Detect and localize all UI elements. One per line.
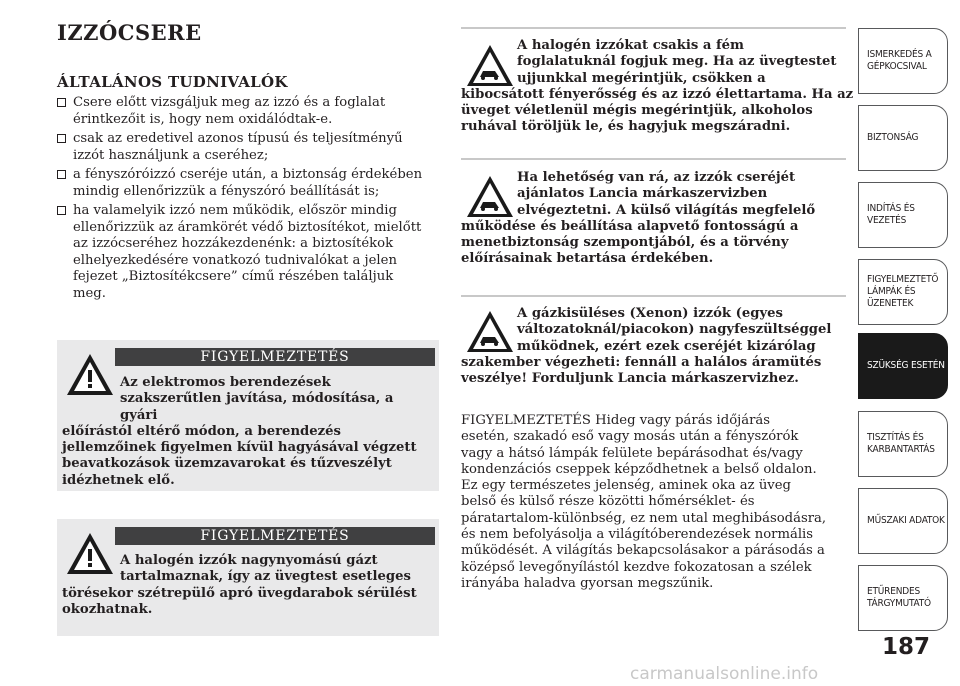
chapter-tab-label	[867, 515, 945, 527]
checkbox-bullet-icon	[57, 98, 66, 107]
note-line: FIGYELMEZTETÉS Hideg vagy párás időjárás	[461, 413, 771, 428]
bullet-line: ellenőrizzük az áramkörét védő biztosítékot, mielőtt	[73, 219, 422, 235]
warning-line: beavatkozások üzemzavarokat és tűzveszélyt	[62, 456, 392, 472]
bullet-line: izzót használjunk a cseréhez;	[73, 147, 269, 163]
tab-label-line: INDÍTÁS ÉS	[867, 203, 915, 214]
bullet-line: elhelyezkedésére vonatkozó tudnivalókat a jelen	[73, 252, 397, 268]
note-line: irányába haladva gyorsan megszűnik.	[461, 575, 714, 591]
chapter-tab[interactable]	[858, 411, 948, 477]
warning-line: Az elektromos berendezések	[120, 375, 331, 390]
note-lancia-service	[461, 158, 846, 280]
note-line: esetén, szakadó eső vagy mosás után a fényszórók	[461, 429, 799, 445]
tab-label-line: SZÜKSÉG ESETÉN	[867, 360, 945, 371]
note-line: kondenzációs cseppek képződhetnek a belső oldalon.	[461, 461, 817, 477]
tab-label-line: TISZTÍTÁS ÉS	[867, 432, 924, 443]
tab-label-line: ISMERKEDÉS A	[867, 49, 932, 60]
tab-label-line: ÜZENETEK	[867, 298, 914, 309]
bullet-line: mindig ellenőrizzük a fényszóró beállítását is;	[73, 183, 380, 199]
note-line: ajánlatos Lancia márkaszervizben	[517, 186, 768, 202]
note-line: szakember végezheti: fennáll a halálos áramütés	[461, 354, 822, 370]
chapter-tab-label	[867, 132, 918, 144]
tab-label-line: GÉPKOCSIVAL	[867, 61, 927, 72]
chapter-tab[interactable]	[858, 182, 948, 248]
tab-label-line: KARBANTARTÁS	[867, 444, 935, 455]
note-line: belső és külső része közötti hőmérséklet- és	[461, 494, 755, 510]
page-number: 187	[882, 634, 931, 660]
chapter-tab-label	[867, 432, 935, 456]
note-halogen-handling	[461, 27, 854, 149]
warning-text	[62, 375, 431, 489]
bullet-line: ha valamelyik izzó nem működik, először mindig	[73, 203, 397, 218]
chapter-tab-label	[867, 274, 938, 310]
bullet-line: érintkezőit is, hogy nem oxidálódtak-e.	[73, 111, 333, 127]
note-line: A gázkisüléses (Xenon) izzók (egyes	[517, 306, 783, 321]
chapter-tab-label	[867, 360, 945, 372]
tab-label-line: LÁMPÁK ÉS	[867, 286, 916, 297]
checkbox-bullet-icon	[57, 134, 66, 143]
note-line: foglalatuknál fogjuk meg. Ha az üvegtestet	[517, 54, 837, 70]
checkbox-bullet-icon	[57, 206, 66, 215]
bullet-line: csak az eredetivel azonos típusú és teljesítményű	[73, 131, 403, 146]
bullet-line: a fényszóróizzó cseréje után, a biztonság érdekében	[73, 167, 423, 182]
chapter-tab-label	[867, 203, 915, 227]
warning-line: előírástól eltérő módon, a berendezés	[62, 423, 341, 439]
chapter-tab[interactable]	[858, 28, 948, 94]
warning-box-halogen	[57, 519, 439, 636]
note-line: középső levegőnyílástól kezdve fokozatosan a szélek	[461, 559, 812, 575]
warning-line: törésekor szétrepülő apró üvegdarabok sérülést	[62, 585, 417, 601]
note-line: ujjunkkal megérintjük, csökken a	[517, 70, 766, 86]
bullet-line: meg.	[73, 285, 106, 301]
note-line: működését. A világítás bekapcsolásakor a párásodás a	[461, 543, 825, 559]
note-line: páratartalom-különbség, ez nem utal meghibásodásra,	[461, 510, 827, 526]
chapter-tab[interactable]	[858, 333, 948, 399]
section-subtitle: ÁLTALÁNOS TUDNIVALÓK	[57, 73, 288, 91]
tab-label-line: TÁRGYMUTATÓ	[867, 598, 931, 609]
note-line: A halogén izzókat csakis a fém	[517, 38, 745, 53]
chapter-tab[interactable]	[858, 565, 948, 631]
note-line: kibocsátott fényerősség és az izzó élettartama. Ha az	[461, 86, 854, 102]
bullet-line: fejezet „Biztosítékcsere” című részében találjuk	[73, 269, 394, 284]
bullet-line: az izzócseréhez hozzákezdenénk: a biztosítékok	[73, 236, 394, 251]
chapter-tab[interactable]	[858, 488, 948, 554]
watermark: carmanualsonline.info	[630, 664, 819, 684]
left-column	[57, 20, 439, 305]
bullet-line: Csere előtt vizsgáljuk meg az izzó és a foglalat	[73, 95, 386, 110]
tab-label-line: ETŰRENDES	[867, 586, 920, 597]
bullet-list	[57, 95, 439, 302]
bullet-item	[57, 167, 439, 200]
checkbox-bullet-icon	[57, 170, 66, 179]
note-line: Ha lehetőség van rá, az izzók cseréjét	[517, 170, 796, 185]
bullet-item	[57, 203, 439, 302]
note-line: üveget véletlenül mégis megérintjük, alkoholos	[461, 103, 813, 119]
bullet-item	[57, 95, 439, 128]
note-line: változatoknál/piacokon) nagyfeszültséggel	[517, 322, 832, 338]
tab-label-line: MŰSZAKI ADATOK	[867, 515, 945, 526]
warning-line: A halogén izzók nagynyomású gázt	[120, 553, 378, 568]
warning-header: FIGYELMEZTETÉS	[115, 527, 435, 545]
warning-line: tartalmaznak, így az üvegtest esetleges	[120, 569, 411, 585]
note-line: elvégeztetni. A külső világítás megfelelő	[517, 202, 816, 218]
chapter-tab[interactable]	[858, 259, 948, 325]
chapter-tab[interactable]	[858, 105, 948, 171]
note-line: működnek, ezért ezek cseréjét kizárólag	[517, 338, 816, 354]
note-line: és nem befolyásolja a világítóberendezések normális	[461, 527, 814, 543]
tab-label-line: BIZTONSÁG	[867, 132, 919, 143]
warning-box-electrical	[57, 340, 439, 491]
warning-line: okozhatnak.	[62, 601, 153, 617]
warning-header: FIGYELMEZTETÉS	[115, 348, 435, 366]
chapter-tab-label	[867, 586, 931, 610]
warning-line: jellemzőinek figyelmen kívül hagyásával végzett	[62, 440, 417, 456]
chapter-tab-label	[867, 49, 932, 73]
note-line: ruhával töröljük le, és hagyjuk megszáradni.	[461, 119, 791, 135]
warning-line: idézhetnek elő.	[62, 472, 175, 488]
bullet-item	[57, 131, 439, 164]
warning-line: szakszerűtlen javítása, módosítása, a gyári	[120, 391, 394, 423]
note-line: Ez egy természetes jelenség, aminek oka az üveg	[461, 478, 792, 494]
note-line: előírásainak betartása érdekében.	[461, 251, 714, 267]
note-line: működése és beállítása alapvető fontosságú a	[461, 218, 799, 234]
note-line: veszélye! Forduljunk Lancia márkaszervizhez.	[461, 371, 799, 387]
note-xenon	[461, 295, 846, 402]
note-line: menetbiztonság szempontjából, és a törvény	[461, 235, 789, 251]
page-title: IZZÓCSERE	[57, 20, 202, 45]
tab-label-line: VEZETÉS	[867, 215, 907, 226]
warning-text	[62, 553, 431, 618]
tab-label-line: FIGYELMEZTETŐ	[867, 274, 939, 285]
condensation-note	[461, 413, 851, 592]
note-line: vagy a hátsó lámpák felülete bepárásodhat és/vagy	[461, 445, 803, 461]
